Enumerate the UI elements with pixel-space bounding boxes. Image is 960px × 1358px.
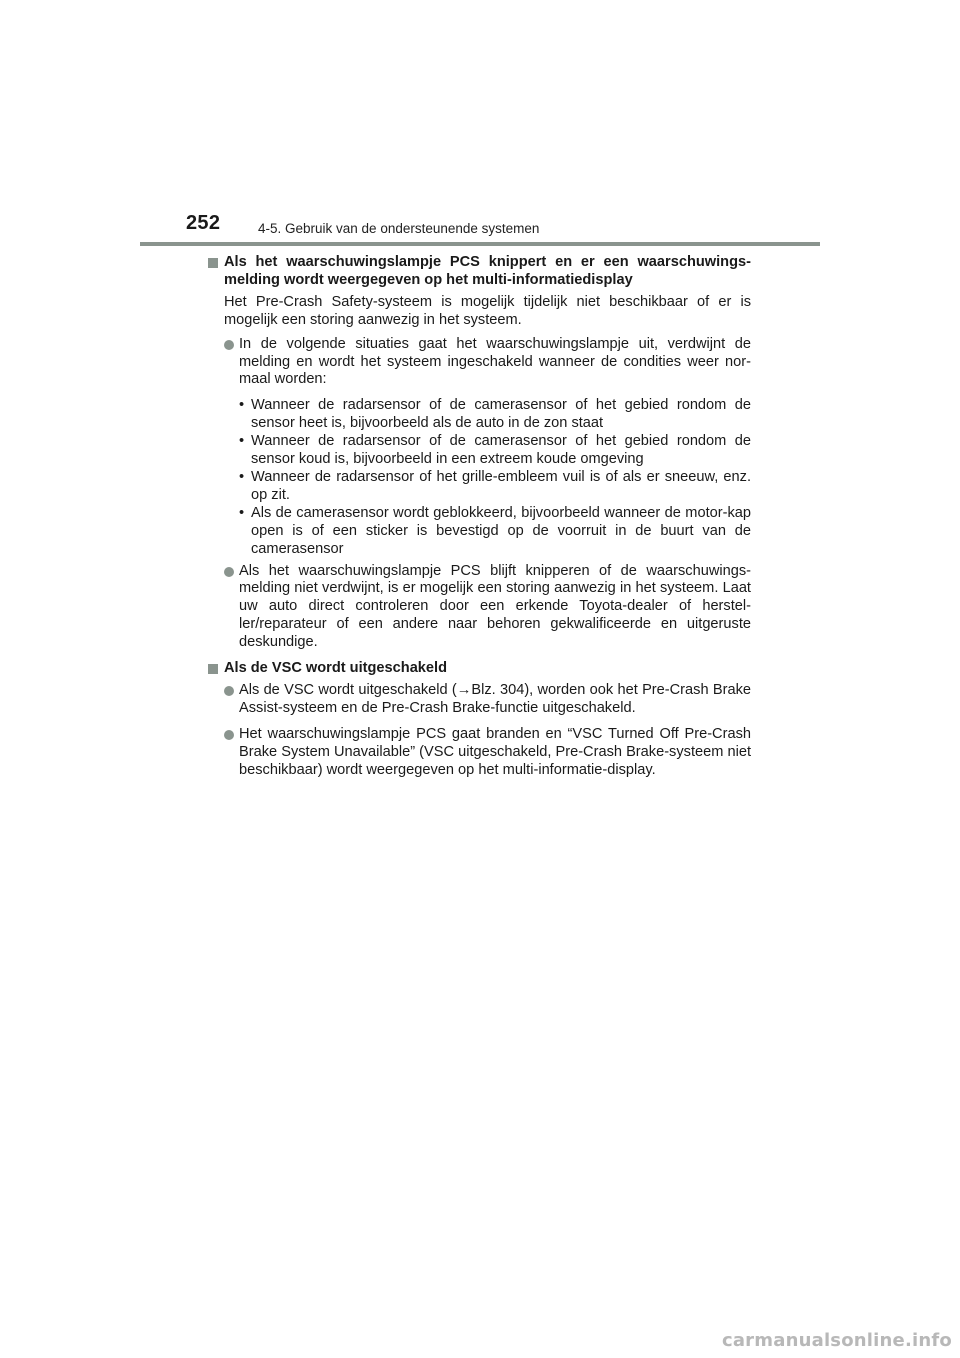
- heading-text: Als het waarschuwingslampje PCS knippert en er een waarschuwings-melding wordt weergegeven op het multi-informatiedisplay: [224, 254, 751, 288]
- bullet-item: [207, 563, 751, 653]
- dot-marker-icon: •: [239, 468, 245, 485]
- sub-list-item: [207, 397, 751, 433]
- header-rule: [140, 242, 820, 246]
- square-bullet-icon: [208, 664, 218, 674]
- sub-list-item: [207, 433, 751, 469]
- section-heading-pcs: [207, 254, 751, 290]
- square-bullet-icon: [208, 258, 218, 268]
- bullet-text: In de volgende situaties gaat het waarschuwingslampje uit, verdwijnt de melding en wordt het systeem ingeschakeld wanneer de condities weer nor-maal worden:: [239, 335, 751, 388]
- sub-item-text: Wanneer de radarsensor of de camerasensor of het gebied rondom de sensor koud is, bijvoorbeeld in een extreem koude omgeving: [251, 433, 751, 468]
- dot-marker-icon: •: [239, 397, 245, 414]
- intro-paragraph: Het Pre-Crash Safety-systeem is mogelijk tijdelijk niet beschikbaar of er is mogelijk een storing aanwezig in het systeem.: [224, 293, 751, 328]
- circle-bullet-icon: [224, 730, 234, 740]
- circle-bullet-icon: [224, 567, 234, 577]
- dot-marker-icon: •: [239, 504, 245, 521]
- bullet-text: Als het waarschuwingslampje PCS blijft knipperen of de waarschuwings-melding niet verdwijnt, is er mogelijk een storing aanwezig in het systeem. Laat uw auto direct controleren door een erkende Toyota-dealer of herstel-ler/reparateur of een andere naar behoren gekwalificeerde en uitgeruste deskundige.: [239, 562, 751, 651]
- bullet-item: [207, 726, 751, 780]
- circle-bullet-icon: [224, 686, 234, 696]
- sub-item-text: Als de camerasensor wordt geblokkeerd, bijvoorbeeld wanneer de motor-kap open is of een sticker is bevestigd op de voorruit in de buurt van de camerasensor: [251, 504, 751, 557]
- circle-bullet-icon: [224, 340, 234, 350]
- dot-marker-icon: •: [239, 433, 245, 450]
- sub-list-item: [207, 469, 751, 505]
- sub-item-text: Wanneer de radarsensor of de camerasensor of het gebied rondom de sensor heet is, bijvoorbeeld als de auto in de zon staat: [251, 397, 751, 432]
- bullet-text: Het waarschuwingslampje PCS gaat branden en “VSC Turned Off Pre-Crash Brake System Unavailable” (VSC uitgeschakeld, Pre-Crash Brake-systeem niet beschikbaar) wordt weergegeven op het multi-informatie-display.: [239, 725, 751, 778]
- section-heading-vsc: [207, 660, 751, 678]
- site-watermark: carmanualsonline.info: [721, 1330, 952, 1351]
- bullet-item: [207, 682, 751, 718]
- section-title: 4-5. Gebruik van de ondersteunende systemen: [258, 221, 540, 236]
- bullet-text: Als de VSC wordt uitgeschakeld (→Blz. 304), worden ook het Pre-Crash Brake Assist-systeem en de Pre-Crash Brake-functie uitgeschakeld.: [239, 681, 751, 716]
- sub-item-text: Wanneer de radarsensor of het grille-embleem vuil is of als er sneeuw, enz. op zit.: [251, 468, 751, 503]
- page-header: [0, 0, 960, 250]
- bullet-item: [207, 336, 751, 390]
- page-number: 252: [186, 212, 221, 234]
- page-content: [207, 254, 751, 783]
- heading-text: Als de VSC wordt uitgeschakeld: [224, 660, 448, 677]
- sub-list-item: [207, 505, 751, 559]
